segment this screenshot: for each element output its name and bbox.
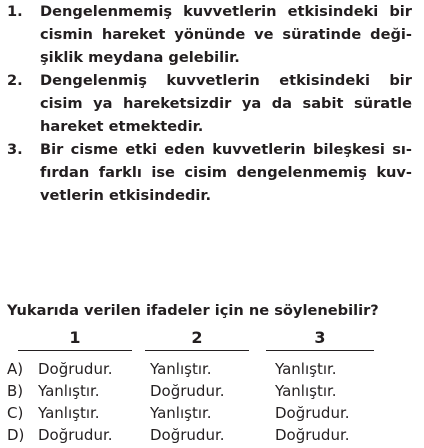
option-b[interactable] — [0, 380, 424, 402]
option-value-1: Yanlıştır. — [38, 404, 100, 422]
statement-list — [0, 0, 424, 207]
option-letter: B) — [7, 382, 24, 400]
statement-text: Dengelenmemiş kuvvetlerin etkisindeki bir cismin hareket yönünde ve süratinde deği-şiklik meydana gelebilir. — [40, 3, 412, 66]
statement-3 — [0, 138, 424, 207]
option-value-3: Yanlıştır. — [275, 360, 337, 378]
option-value-1: Yanlıştır. — [38, 382, 100, 400]
option-value-2: Yanlıştır. — [150, 404, 212, 422]
option-value-2: Doğrudur. — [150, 382, 225, 400]
option-value-1: Doğrudur. — [38, 426, 113, 444]
option-a[interactable] — [0, 358, 424, 380]
option-value-3: Doğrudur. — [275, 426, 350, 444]
option-letter: C) — [7, 404, 24, 422]
column-rule-3 — [266, 350, 374, 351]
column-header-2: 2 — [191, 328, 203, 347]
option-value-1: Doğrudur. — [38, 360, 113, 378]
option-value-3: Yanlıştır. — [275, 382, 337, 400]
statement-1 — [0, 0, 424, 69]
statement-number: 3. — [7, 141, 23, 158]
option-value-3: Doğrudur. — [275, 404, 350, 422]
column-header-1: 1 — [69, 328, 81, 347]
statement-text: Dengelenmiş kuvvetlerin etkisindeki bir cisim ya hareketsizdir ya da sabit süratle hareket etmektedir. — [40, 72, 412, 135]
question-prompt: Yukarıda verilen ifadeler için ne söylenebilir? — [7, 302, 379, 319]
column-rule-1 — [18, 350, 132, 351]
option-letter: D) — [7, 426, 25, 444]
option-value-2: Yanlıştır. — [150, 360, 212, 378]
statement-text: Bir cisme etki eden kuvvetlerin bileşkesi sı-fırdan farklı ise cisim dengelenmemiş kuv-vetlerin etkisindedir. — [40, 141, 412, 204]
column-header-3: 3 — [314, 328, 326, 347]
option-d[interactable] — [0, 424, 424, 446]
statement-2 — [0, 69, 424, 138]
column-rule-2 — [145, 350, 249, 351]
option-value-2: Doğrudur. — [150, 426, 225, 444]
statement-number: 2. — [7, 72, 23, 89]
option-letter: A) — [7, 360, 24, 378]
option-c[interactable] — [0, 402, 424, 424]
statement-number: 1. — [7, 3, 23, 20]
